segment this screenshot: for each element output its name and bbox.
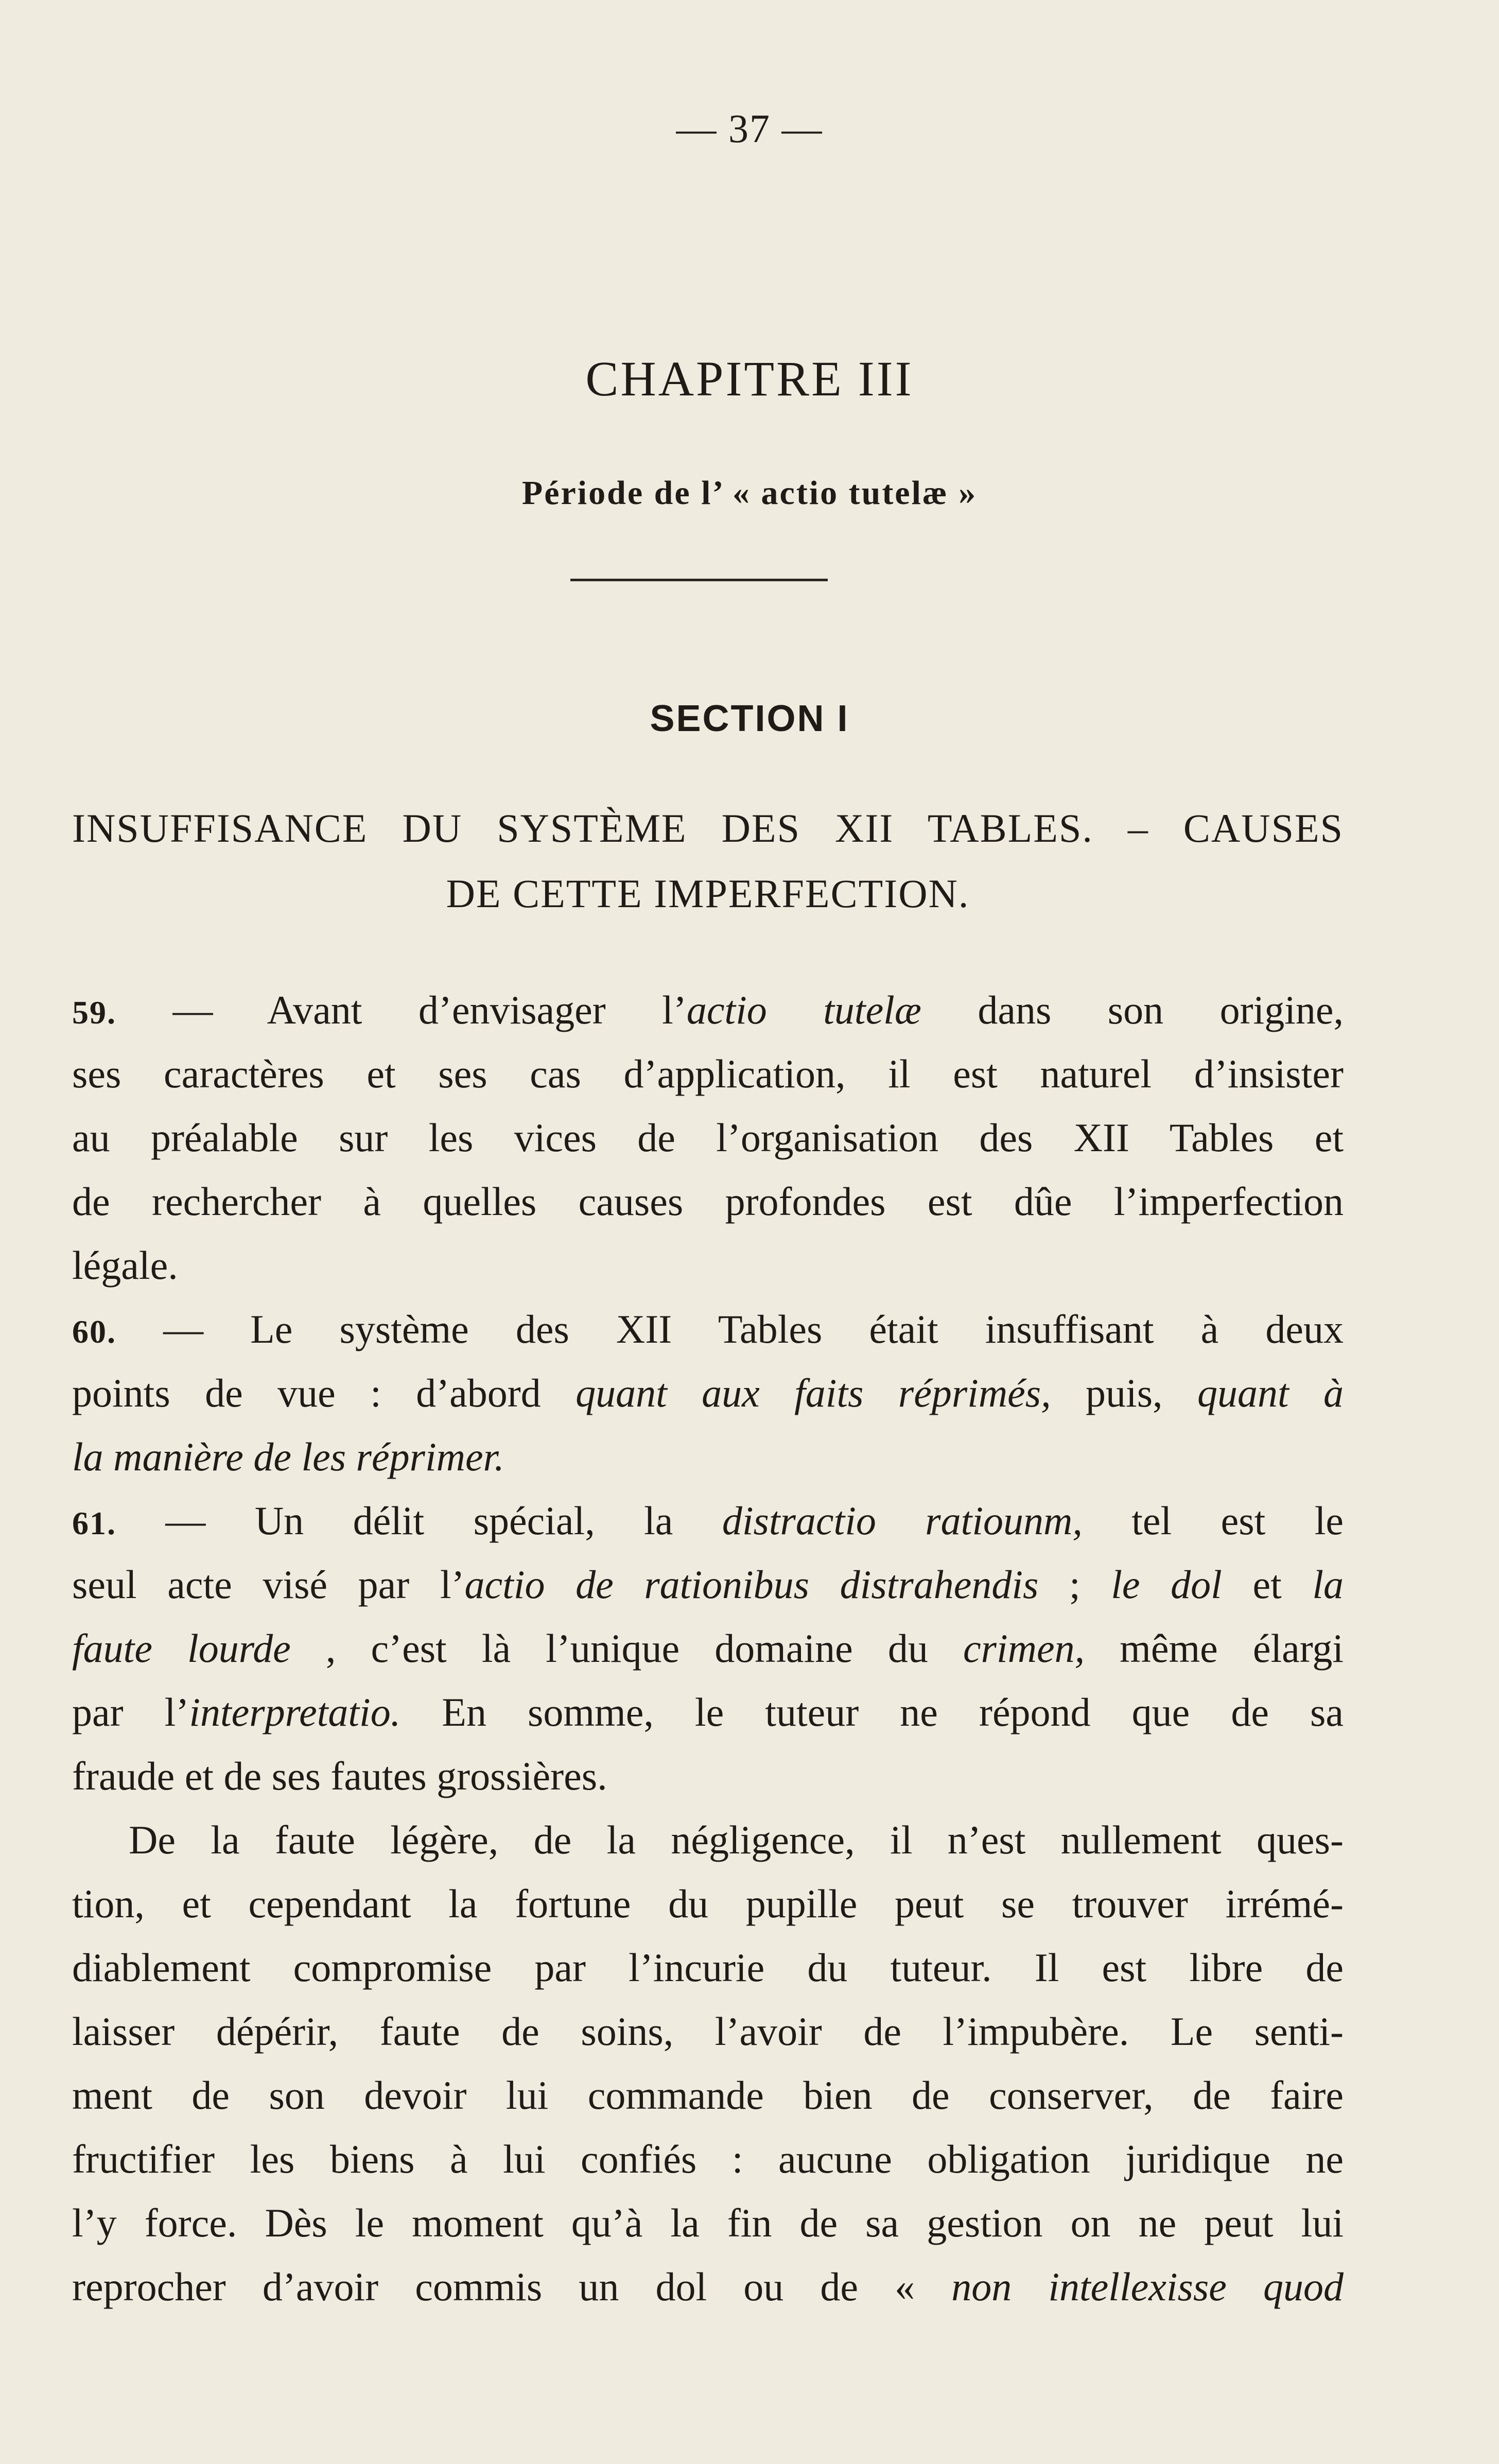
text-run: points de vue : d’abord	[72, 1370, 576, 1415]
text-run: — Le système des XII Tables était insuffisant à deux	[116, 1307, 1344, 1351]
italic-run: crimen,	[963, 1626, 1085, 1671]
paragraph-62-line: De la faute légère, de la négligence, il n’est nullement ques-	[129, 1817, 1344, 1862]
paragraph-62-line: l’y force. Dès le moment qu’à la fin de sa gestion on ne peut lui	[72, 2200, 1344, 2245]
paragraph-61-line	[72, 1680, 1344, 1744]
divider-rule	[570, 579, 828, 581]
paragraph-62-line: laisser dépérir, faute de soins, l’avoir de l’impubère. Le senti-	[72, 2009, 1344, 2054]
chapter-subtitle: Période de l’ « actio tutelæ »	[521, 474, 978, 512]
paragraph-59-line: ses caractères et ses cas d’application, il est naturel d’insister	[72, 1051, 1344, 1096]
text-run: même élargi	[1085, 1626, 1344, 1671]
italic-run: actio de rationibus distrahendis	[464, 1562, 1039, 1607]
page-number: — 37 —	[676, 106, 823, 151]
paragraph-62-line: fructifier les biens à lui confiés : aucune obligation juridique ne	[72, 2137, 1344, 2181]
section-heading-line: INSUFFISANCE DU SYSTÈME DES XII TABLES. – CAUSES	[72, 806, 1344, 851]
paragraph-number: 60.	[72, 1313, 116, 1350]
paragraph-62-line: diablement compromise par l’incurie du tuteur. Il est libre de	[72, 1945, 1344, 1990]
text-run: — Un délit spécial, la	[116, 1498, 722, 1543]
paragraph-59-line: légale.	[72, 1243, 178, 1288]
paragraph-60-line	[72, 1425, 1344, 1489]
paragraph-59-line	[72, 978, 1344, 1042]
italic-run: distractio ratiounm,	[722, 1498, 1083, 1543]
body-text	[72, 978, 1344, 2319]
paragraph-59-line: au préalable sur les vices de l’organisation des XII Tables et	[72, 1115, 1344, 1160]
text-run: dans son origine,	[921, 987, 1344, 1032]
italic-run: la	[1312, 1562, 1344, 1607]
paragraph-62-line: tion, et cependant la fortune du pupille peut se trouver irrémé-	[72, 1881, 1344, 1926]
text-run: puis,	[1051, 1370, 1197, 1415]
paragraph-59-line: de rechercher à quelles causes profondes est dûe l’imperfection	[72, 1179, 1344, 1224]
section-heading-line: DE CETTE IMPERFECTION.	[446, 871, 970, 916]
text-run: reprocher d’avoir commis un dol ou de «	[72, 2264, 952, 2309]
paragraph-61-line	[72, 1489, 1344, 1553]
paragraph-number: 61.	[72, 1505, 116, 1541]
italic-run: quant aux faits réprimés,	[576, 1370, 1051, 1415]
italic-run: le dol	[1111, 1562, 1222, 1607]
italic-run: faute lourde	[72, 1626, 291, 1671]
paragraph-61-line	[72, 1617, 1344, 1680]
italic-run: actio tutelæ	[686, 987, 921, 1032]
text-run: ;	[1038, 1562, 1111, 1607]
italic-run: la manière de les réprimer.	[72, 1434, 504, 1479]
italic-run: non intellexisse quod	[951, 2264, 1344, 2309]
section-heading	[72, 795, 1344, 926]
paragraph-number: 59.	[72, 994, 116, 1031]
text-run: — Avant d’envisager l’	[116, 987, 687, 1032]
paragraph-60-line	[72, 1361, 1344, 1425]
text-run: et	[1222, 1562, 1313, 1607]
paragraph-60-line	[72, 1297, 1344, 1361]
italic-run: interpretatio.	[189, 1690, 401, 1734]
paragraph-62-line	[72, 2255, 1344, 2319]
text-run: tel est le	[1082, 1498, 1344, 1543]
paragraph-62-line: ment de son devoir lui commande bien de conserver, de faire	[72, 2073, 1344, 2118]
section-title: SECTION I	[650, 698, 849, 739]
text-run: par l’	[72, 1690, 189, 1734]
italic-run: quant à	[1197, 1370, 1344, 1415]
paragraph-61-line	[72, 1553, 1344, 1617]
text-run: , c’est là l’unique domaine du	[290, 1626, 963, 1671]
text-run: En somme, le tuteur ne répond que de sa	[400, 1690, 1344, 1734]
text-run: seul acte visé par l’	[72, 1562, 465, 1607]
paragraph-61-line: fraude et de ses fautes grossières.	[72, 1754, 607, 1798]
chapter-title: CHAPITRE III	[585, 351, 914, 406]
